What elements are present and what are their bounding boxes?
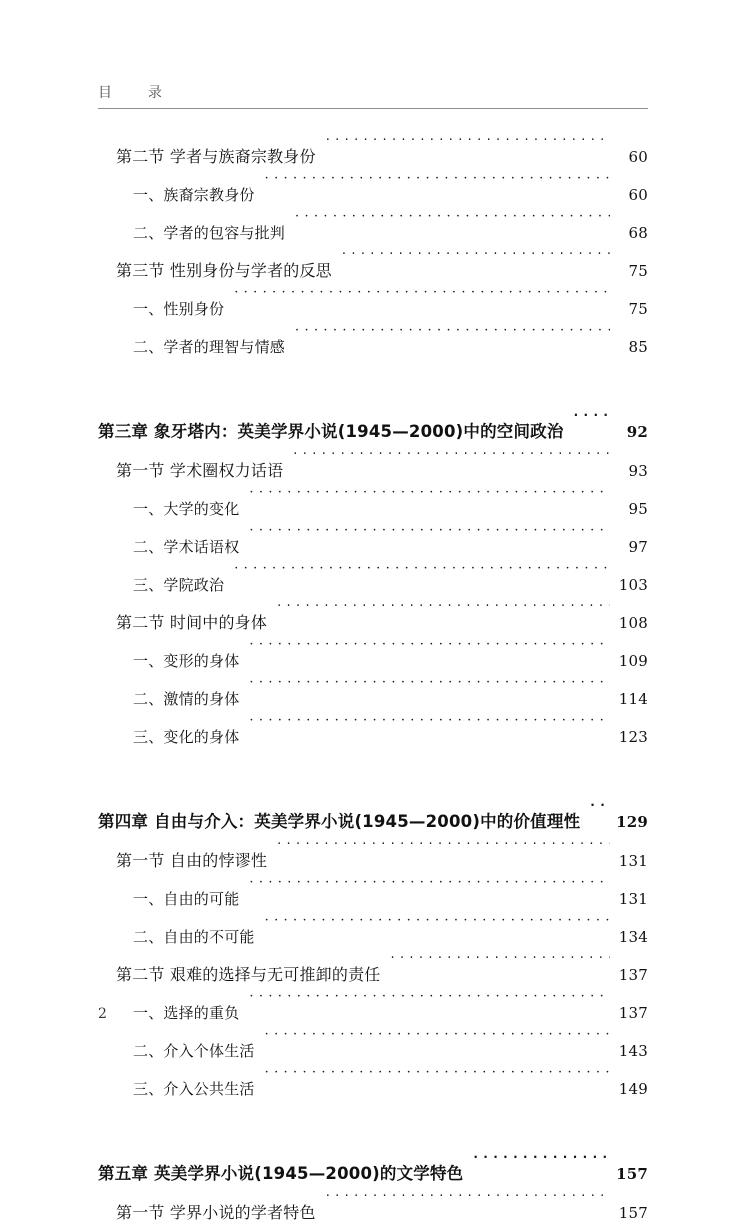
toc-entry-page-number: 131 xyxy=(618,852,648,870)
toc-entry-item[interactable] xyxy=(133,718,648,756)
toc-entry-label: 第二节 时间中的身体 xyxy=(116,613,268,632)
toc-entry-page-number: 157 xyxy=(616,1165,648,1183)
toc-entry-page-number: 137 xyxy=(618,966,648,984)
toc-entry-page-number: 75 xyxy=(628,300,648,318)
toc-entry-page-number: 137 xyxy=(618,1004,648,1022)
toc-entry-page-number: 131 xyxy=(618,890,648,908)
table-of-contents xyxy=(98,138,648,1232)
toc-entry-label: 第四章 自由与介入：英美学界小说(1945—2000)中的价值理性 xyxy=(98,812,581,831)
toc-entry-page-number: 85 xyxy=(628,338,648,356)
toc-dot-leader xyxy=(249,727,610,742)
toc-entry-page-number: 123 xyxy=(618,728,648,746)
toc-entry-label: 一、性别身份 xyxy=(133,300,225,318)
toc-entry-page-number: 157 xyxy=(618,1204,648,1222)
toc-entry-label: 第一节 学界小说的学者特色 xyxy=(116,1203,316,1222)
toc-entry-label: 二、学者的包容与批判 xyxy=(133,224,286,242)
toc-entry-page-number: 60 xyxy=(628,186,648,204)
toc-entry-page-number: 92 xyxy=(626,423,648,441)
toc-entry-page-number: 143 xyxy=(618,1042,648,1060)
header-divider xyxy=(98,108,648,109)
toc-entry-page-number: 97 xyxy=(628,538,648,556)
toc-entry-page-number: 114 xyxy=(618,690,648,708)
toc-dot-leader xyxy=(295,337,610,352)
toc-entry-label: 第三节 性别身份与学者的反思 xyxy=(116,261,332,280)
toc-entry-label: 一、自由的可能 xyxy=(133,890,240,908)
running-header xyxy=(98,84,648,109)
folio-page-number: 2 xyxy=(98,1006,107,1022)
page-title: 目 录 xyxy=(98,85,171,101)
toc-entry-page-number: 109 xyxy=(618,652,648,670)
toc-entry-label: 一、大学的变化 xyxy=(133,500,240,518)
toc-entry-label: 第五章 英美学界小说(1945—2000)的文学特色 xyxy=(98,1164,464,1183)
toc-entry-page-number: 93 xyxy=(628,462,648,480)
toc-entry-label: 一、族裔宗教身份 xyxy=(133,186,255,204)
toc-entry-label: 三、学院政治 xyxy=(133,576,225,594)
toc-entry-label: 三、介入公共生活 xyxy=(133,1080,255,1098)
toc-entry-label: 三、变化的身体 xyxy=(133,728,240,746)
toc-entry-label: 一、变形的身体 xyxy=(133,652,240,670)
toc-entry-page-number: 149 xyxy=(618,1080,648,1098)
toc-entry-page-number: 60 xyxy=(628,148,648,166)
toc-entry-item[interactable] xyxy=(133,1070,648,1108)
toc-entry-page-number: 75 xyxy=(628,262,648,280)
toc-entry-label: 二、学术话语权 xyxy=(133,538,240,556)
toc-entry-page-number: 103 xyxy=(618,576,648,594)
toc-entry-section[interactable] xyxy=(116,1194,648,1232)
toc-entry-label: 第一节 学术圈权力话语 xyxy=(116,461,284,480)
toc-dot-leader xyxy=(265,1079,610,1094)
toc-entry-page-number: 108 xyxy=(618,614,648,632)
toc-dot-leader xyxy=(473,1163,610,1180)
toc-entry-label: 第二节 艰难的选择与无可推卸的责任 xyxy=(116,965,381,984)
toc-entry-page-number: 95 xyxy=(628,500,648,518)
toc-entry-label: 二、激情的身体 xyxy=(133,690,240,708)
toc-dot-leader xyxy=(326,1202,610,1218)
toc-entry-item[interactable] xyxy=(133,328,648,366)
toc-group-spacer xyxy=(98,756,648,802)
toc-entry-page-number: 134 xyxy=(618,928,648,946)
toc-dot-leader xyxy=(590,811,610,828)
toc-entry-page-number: 68 xyxy=(628,224,648,242)
toc-dot-leader xyxy=(574,421,610,438)
toc-entry-label: 一、选择的重负 xyxy=(133,1004,240,1022)
toc-entry-label: 第二节 学者与族裔宗教身份 xyxy=(116,147,316,166)
toc-entry-page-number: 129 xyxy=(616,813,648,831)
toc-entry-label: 二、自由的不可能 xyxy=(133,928,255,946)
toc-entry-label: 二、介入个体生活 xyxy=(133,1042,255,1060)
toc-entry-label: 第一节 自由的悖谬性 xyxy=(116,851,268,870)
toc-entry-label: 二、学者的理智与情感 xyxy=(133,338,286,356)
toc-group-spacer xyxy=(98,366,648,412)
toc-entry-label: 第三章 象牙塔内：英美学界小说(1945—2000)中的空间政治 xyxy=(98,422,564,441)
